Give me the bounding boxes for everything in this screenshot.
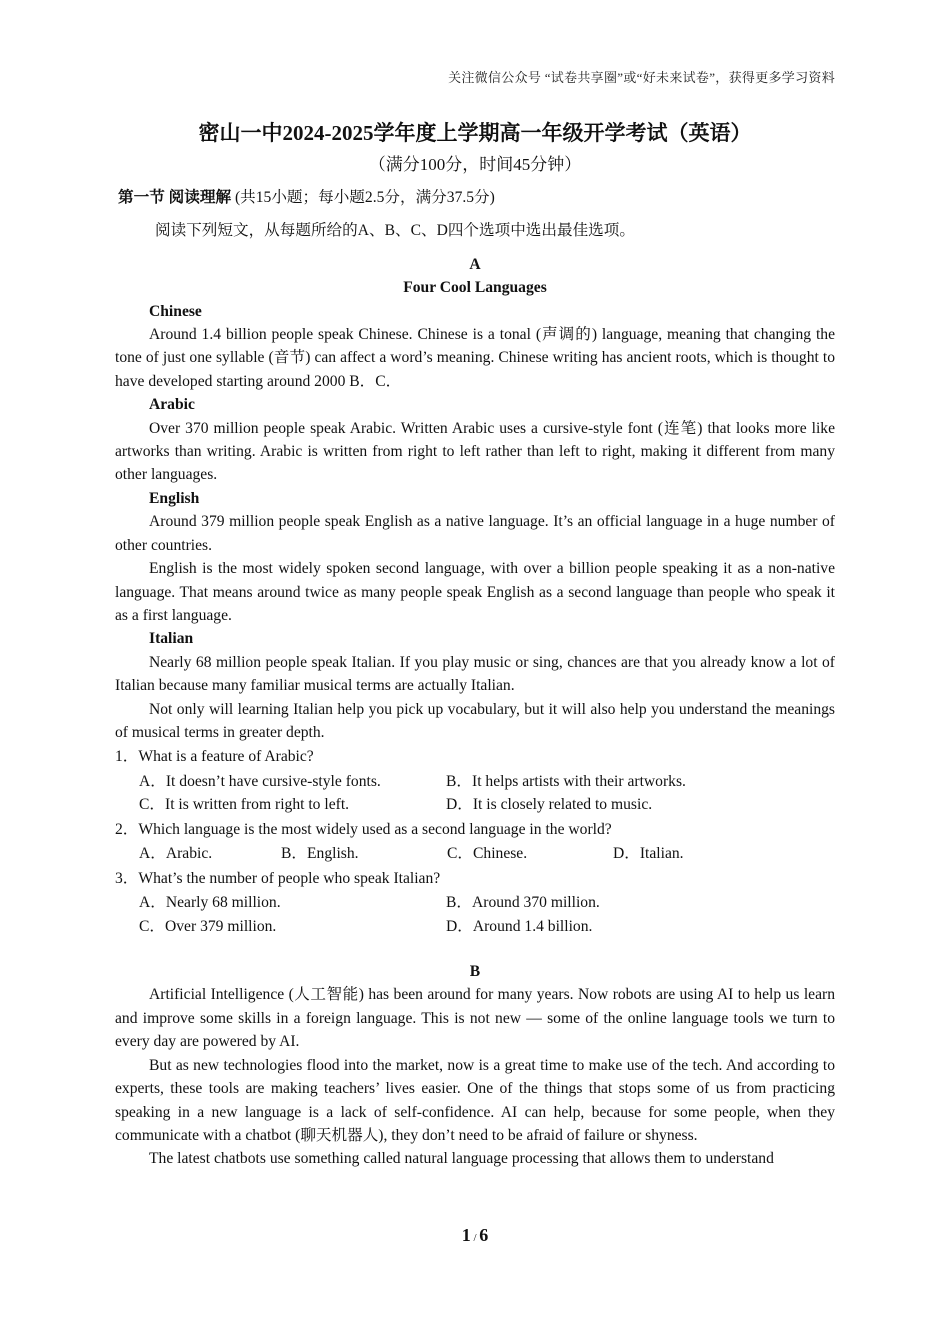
header-note: 关注微信公众号 “试卷共享圈”或“好未来试卷”，获得更多学习资料: [448, 70, 835, 85]
spacer: [115, 939, 835, 960]
exam-content: [115, 186, 835, 1171]
page-current: 1: [461, 1225, 471, 1245]
heading-arabic: Arabic: [149, 396, 195, 414]
exam-subtitle: （满分100分，时间45分钟）: [368, 155, 582, 174]
paragraph: Around 379 million people speak English as a native language. It’s an official language in a huge number of other countries.: [115, 513, 835, 554]
option-a: A．Arabic.: [139, 845, 213, 863]
section-detail: (共15小题；每小题2.5分，满分37.5分): [231, 189, 495, 206]
passage-b-letter: B: [469, 963, 481, 981]
option-c: C．It is written from right to left.: [139, 796, 350, 814]
section-line: [118, 186, 835, 209]
paragraph: Over 370 million people speak Arabic. Written Arabic uses a cursive-style font (连笔) that looks more like artworks than writing. Arabic is written from right to left rather than left to right, making it different from many other languages.: [115, 419, 835, 484]
paragraph: But as new technologies flood into the market, now is a great time to make use of the tech. And according to experts, these tools are making teachers’ lives easier. One of the things that stops some of us from practicing speaking in a new language is a lack of self-confidence. AI can help, because for some people, when they communicate with a chatbot (聊天机器人), they don’t need to be afraid of failure or shyness.: [115, 1056, 835, 1144]
option-d: D．Around 1.4 billion.: [446, 917, 593, 935]
paragraph: Not only will learning Italian help you pick up vocabulary, but it will also help you understand the meanings of musical terms in greater depth.: [115, 700, 835, 741]
passage-a-title: Four Cool Languages: [403, 279, 547, 297]
heading-english: English: [149, 489, 200, 507]
question-options: [139, 842, 835, 866]
exam-title: 密山一中2024-2025学年度上学期高一年级开学考试（英语）: [198, 121, 752, 145]
passage-a-letter: A: [469, 255, 481, 273]
heading-chinese: Chinese: [149, 302, 202, 320]
option-a: A．Nearly 68 million.: [139, 894, 281, 912]
paragraph: The latest chatbots use something called natural language processing that allows them to understand: [149, 1150, 774, 1168]
question-stem: 1．What is a feature of Arabic?: [115, 748, 314, 766]
option-c: C．Over 379 million.: [139, 917, 277, 935]
section-instruction: 阅读下列短文，从每题所给的A、B、C、D四个选项中选出最佳选项。: [155, 222, 635, 240]
option-d: D．It is closely related to music.: [446, 796, 653, 814]
paragraph: English is the most widely spoken second language, with over a billion people speaking it as a non-native language. That means around twice as many people speak English as a second language than people who speak it as a first language.: [115, 560, 835, 624]
option-d: D．Italian.: [613, 845, 684, 863]
question-stem: 3．What’s the number of people who speak Italian?: [115, 869, 441, 887]
page-total: 6: [479, 1225, 489, 1245]
page-number: [0, 1225, 950, 1246]
heading-italian: Italian: [149, 630, 194, 648]
question-stem: 2．Which language is the most widely used as a second language in the world?: [115, 820, 612, 838]
section-name: 第一节 阅读理解: [118, 189, 232, 206]
page-separator: /: [470, 1232, 480, 1244]
option-a: A．It doesn’t have cursive-style fonts.: [139, 772, 381, 790]
paragraph: Around 1.4 billion people speak Chinese. Chinese is a tonal (声调的) language, meaning that changing the tone of just one syllable (音节) can affect a word’s meaning. Chinese writing has ancient roots, which is thought to have developed starting around 2000 B．C．: [115, 326, 835, 390]
paragraph: Nearly 68 million people speak Italian. If you play music or sing, chances are that you already know a lot of Italian because many familiar musical terms are actually Italian.: [115, 653, 835, 695]
option-c: C．Chinese.: [447, 845, 528, 863]
option-b: B．English.: [281, 845, 359, 863]
paragraph: Artificial Intelligence (人工智能) has been around for many years. Now robots are using AI to help us learn and improve some skills in a foreign language. This is not new — some of the online language tools we turn to every day are powered by AI.: [115, 986, 835, 1051]
question-options: [139, 770, 835, 817]
option-b: B．It helps artists with their artworks.: [446, 772, 686, 790]
option-b: B．Around 370 million.: [446, 894, 600, 912]
question-options: [139, 891, 835, 938]
